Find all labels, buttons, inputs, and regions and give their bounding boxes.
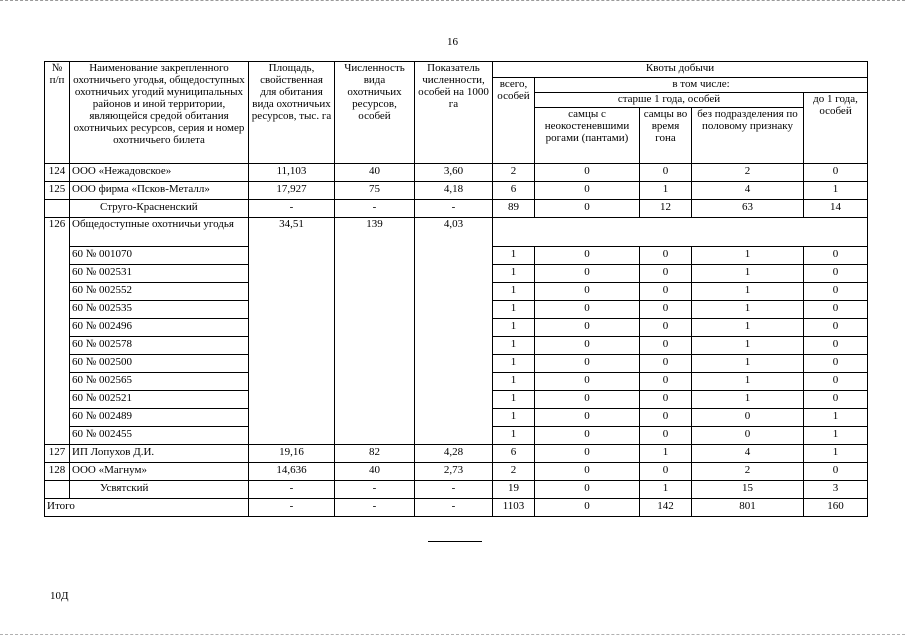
- row-rut: 0: [640, 247, 692, 265]
- row-antlers: 0: [535, 427, 640, 445]
- row-under1: 0: [804, 283, 868, 301]
- row-total: 1: [493, 283, 535, 301]
- row-num: [45, 481, 70, 499]
- row-num: [45, 200, 70, 218]
- row-total: 89: [493, 200, 535, 218]
- row-under1: 0: [804, 355, 868, 373]
- subtotal-name: Усвятский: [70, 481, 249, 499]
- row-antlers: 0: [535, 283, 640, 301]
- ticket-name: 60 № 002578: [70, 337, 249, 355]
- header-including: в том числе:: [535, 78, 868, 93]
- ticket-name: 60 № 002531: [70, 265, 249, 283]
- row-under1: 14: [804, 200, 868, 218]
- row-count: 40: [335, 164, 415, 182]
- row-area: -: [249, 499, 335, 517]
- row-under1: 0: [804, 463, 868, 481]
- header-total: всего, особей: [493, 78, 535, 164]
- row-nosex: 801: [692, 499, 804, 517]
- row-nosex: 2: [692, 164, 804, 182]
- row-total: 1: [493, 355, 535, 373]
- quota-table: [44, 61, 868, 517]
- row-count: -: [335, 200, 415, 218]
- row-under1: 0: [804, 391, 868, 409]
- row-area: 14,636: [249, 463, 335, 481]
- row-under1: 160: [804, 499, 868, 517]
- row-nosex: 1: [692, 301, 804, 319]
- row-total: 1: [493, 373, 535, 391]
- row-antlers: 0: [535, 301, 640, 319]
- row-count: -: [335, 481, 415, 499]
- row-antlers: 0: [535, 481, 640, 499]
- row-antlers: 0: [535, 337, 640, 355]
- row-total: 19: [493, 481, 535, 499]
- row-density: 2,73: [415, 463, 493, 481]
- row-area: 19,16: [249, 445, 335, 463]
- row-total: 6: [493, 445, 535, 463]
- table-row: [45, 182, 868, 200]
- row-rut: 0: [640, 265, 692, 283]
- row-total: 1: [493, 391, 535, 409]
- row-under1: 0: [804, 247, 868, 265]
- row-density: 4,18: [415, 182, 493, 200]
- row-nosex: 1: [692, 391, 804, 409]
- table-header: [45, 62, 868, 164]
- row-rut: 0: [640, 463, 692, 481]
- row-area: 11,103: [249, 164, 335, 182]
- row-total: 2: [493, 463, 535, 481]
- row-total: 1: [493, 247, 535, 265]
- row-density: 3,60: [415, 164, 493, 182]
- row-under1: 0: [804, 164, 868, 182]
- row-num: 124: [45, 164, 70, 182]
- row-nosex: 1: [692, 319, 804, 337]
- row-antlers: 0: [535, 319, 640, 337]
- subtotal-row: [45, 200, 868, 218]
- row-density: 4,28: [415, 445, 493, 463]
- row-rut: 0: [640, 409, 692, 427]
- row-antlers: 0: [535, 445, 640, 463]
- subtotal-name: Струго-Красненский: [70, 200, 249, 218]
- row-antlers: 0: [535, 463, 640, 481]
- scan-edge-bottom: [0, 634, 905, 637]
- header-area: Площадь, свойственная для обитания вида охотничьих ресурсов, тыс. га: [249, 62, 335, 164]
- header-males-antlers: самцы с неокостеневшими рогами (пантами): [535, 108, 640, 164]
- row-num: 125: [45, 182, 70, 200]
- row-rut: 0: [640, 427, 692, 445]
- row-rut: 1: [640, 445, 692, 463]
- header-num: № п/п: [45, 62, 70, 164]
- row-density: -: [415, 200, 493, 218]
- row-name: ООО «Нежадовское»: [70, 164, 249, 182]
- row-rut: 142: [640, 499, 692, 517]
- grand-total-label: Итого: [45, 499, 249, 517]
- row-under1: 1: [804, 409, 868, 427]
- row-density: 4,03: [415, 218, 493, 445]
- row-rut: 12: [640, 200, 692, 218]
- row-num: 127: [45, 445, 70, 463]
- row-antlers: 0: [535, 373, 640, 391]
- row-nosex: 1: [692, 283, 804, 301]
- row-rut: 0: [640, 164, 692, 182]
- row-nosex: 0: [692, 409, 804, 427]
- ticket-name: 60 № 002500: [70, 355, 249, 373]
- row-rut: 0: [640, 337, 692, 355]
- bottom-rule: [428, 541, 482, 542]
- row-name: ООО фирма «Псков-Металл»: [70, 182, 249, 200]
- table-body: [45, 164, 868, 517]
- ticket-name: 60 № 002489: [70, 409, 249, 427]
- row-total: 1: [493, 265, 535, 283]
- row-under1: 3: [804, 481, 868, 499]
- grand-total-row: [45, 499, 868, 517]
- row-under1: 0: [804, 319, 868, 337]
- header-count: Численность вида охотничьих ресурсов, особей: [335, 62, 415, 164]
- row-antlers: 0: [535, 164, 640, 182]
- row-under1: 0: [804, 301, 868, 319]
- row-num: 126: [45, 218, 70, 445]
- row-total: 1: [493, 319, 535, 337]
- row-name: ООО «Магнум»: [70, 463, 249, 481]
- header-males-rut: самцы во время гона: [640, 108, 692, 164]
- row-area: 17,927: [249, 182, 335, 200]
- row-total: 1103: [493, 499, 535, 517]
- row-total: 6: [493, 182, 535, 200]
- header-older: старше 1 года, особей: [535, 93, 804, 108]
- row-nosex: 1: [692, 337, 804, 355]
- row-count: -: [335, 499, 415, 517]
- row-nosex: 2: [692, 463, 804, 481]
- header-name: Наименование закрепленного охотничьего угодья, общедоступных охотничьих угодий муниципальных районов и иной территории, являющейся средой обитания охотничьих ресурсов, серия и номер охотничьего билета: [70, 62, 249, 164]
- row-count: 139: [335, 218, 415, 445]
- ticket-name: 60 № 002565: [70, 373, 249, 391]
- row-under1: 1: [804, 182, 868, 200]
- row-total: 2: [493, 164, 535, 182]
- table-row: [45, 218, 868, 247]
- row-name: ИП Лопухов Д.И.: [70, 445, 249, 463]
- row-rut: 0: [640, 319, 692, 337]
- empty-quota-cell: [493, 218, 868, 247]
- row-antlers: 0: [535, 182, 640, 200]
- subtotal-row: [45, 481, 868, 499]
- row-count: 82: [335, 445, 415, 463]
- row-nosex: 4: [692, 182, 804, 200]
- row-rut: 0: [640, 355, 692, 373]
- table-row: [45, 463, 868, 481]
- table-row: [45, 445, 868, 463]
- row-nosex: 15: [692, 481, 804, 499]
- row-under1: 0: [804, 337, 868, 355]
- ticket-name: 60 № 002496: [70, 319, 249, 337]
- header-no-sex: без подразделения по половому признаку: [692, 108, 804, 164]
- row-antlers: 0: [535, 247, 640, 265]
- ticket-name: 60 № 002521: [70, 391, 249, 409]
- scan-edge-top: [0, 0, 905, 3]
- row-nosex: 4: [692, 445, 804, 463]
- row-antlers: 0: [535, 409, 640, 427]
- header-quotas: Квоты добычи: [493, 62, 868, 78]
- ticket-name: 60 № 002552: [70, 283, 249, 301]
- row-nosex: 1: [692, 355, 804, 373]
- row-antlers: 0: [535, 499, 640, 517]
- row-antlers: 0: [535, 265, 640, 283]
- row-rut: 0: [640, 391, 692, 409]
- ticket-name: 60 № 001070: [70, 247, 249, 265]
- header-density: Показатель численности, особей на 1000 га: [415, 62, 493, 164]
- table-row: [45, 164, 868, 182]
- ticket-name: 60 № 002455: [70, 427, 249, 445]
- footer-code: 10Д: [50, 590, 69, 602]
- row-nosex: 1: [692, 247, 804, 265]
- row-antlers: 0: [535, 355, 640, 373]
- header-under1: до 1 года, особей: [804, 93, 868, 164]
- row-area: -: [249, 481, 335, 499]
- row-rut: 0: [640, 301, 692, 319]
- row-total: 1: [493, 301, 535, 319]
- row-nosex: 0: [692, 427, 804, 445]
- row-under1: 1: [804, 445, 868, 463]
- row-nosex: 63: [692, 200, 804, 218]
- row-rut: 1: [640, 481, 692, 499]
- row-density: -: [415, 499, 493, 517]
- row-num: 128: [45, 463, 70, 481]
- row-total: 1: [493, 337, 535, 355]
- row-total: 1: [493, 427, 535, 445]
- row-under1: 1: [804, 427, 868, 445]
- row-rut: 0: [640, 283, 692, 301]
- row-under1: 0: [804, 265, 868, 283]
- row-total: 1: [493, 409, 535, 427]
- row-antlers: 0: [535, 391, 640, 409]
- row-rut: 0: [640, 373, 692, 391]
- ticket-name: 60 № 002535: [70, 301, 249, 319]
- row-area: 34,51: [249, 218, 335, 445]
- page-number: 16: [447, 36, 458, 48]
- row-rut: 1: [640, 182, 692, 200]
- row-count: 40: [335, 463, 415, 481]
- row-area: -: [249, 200, 335, 218]
- row-count: 75: [335, 182, 415, 200]
- row-under1: 0: [804, 373, 868, 391]
- row-antlers: 0: [535, 200, 640, 218]
- row-name: Общедоступные охотничьи угодья: [70, 218, 249, 247]
- row-nosex: 1: [692, 265, 804, 283]
- row-density: -: [415, 481, 493, 499]
- row-nosex: 1: [692, 373, 804, 391]
